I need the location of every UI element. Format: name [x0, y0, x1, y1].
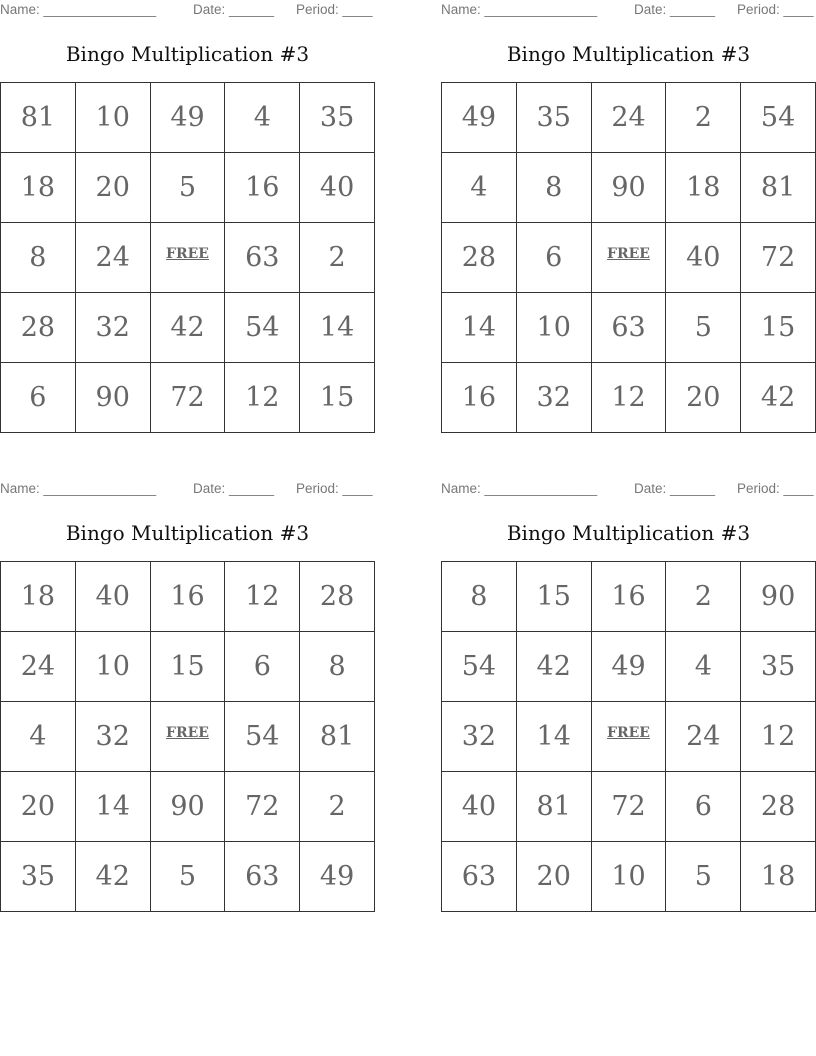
bingo-cell: 28	[300, 562, 375, 632]
bingo-cell: 14	[442, 293, 517, 363]
free-space: FREE	[592, 223, 667, 293]
free-space: FREE	[151, 702, 226, 772]
bingo-cell: 12	[741, 702, 816, 772]
bingo-cell: 20	[666, 363, 741, 433]
bingo-cell: 20	[76, 153, 151, 223]
bingo-cell: 72	[151, 363, 226, 433]
bingo-cell: 2	[666, 562, 741, 632]
bingo-cell: 90	[592, 153, 667, 223]
student-info-header	[441, 479, 816, 499]
bingo-cell: 15	[741, 293, 816, 363]
bingo-cell: 28	[741, 772, 816, 842]
bingo-cell: 12	[225, 363, 300, 433]
bingo-cell: 5	[151, 153, 226, 223]
bingo-cell: 6	[517, 223, 592, 293]
bingo-cell: 42	[517, 632, 592, 702]
card-title: Bingo Multiplication #3	[65, 521, 310, 545]
bingo-cell: 2	[300, 772, 375, 842]
bingo-cell: 40	[442, 772, 517, 842]
bingo-cell: 20	[517, 842, 592, 912]
bingo-cell: 15	[517, 562, 592, 632]
name-field: Name: _______________	[0, 481, 157, 496]
date-field: Date: ______	[193, 2, 275, 17]
bingo-cell: 72	[741, 223, 816, 293]
card-title: Bingo Multiplication #3	[65, 42, 310, 66]
bingo-cell: 49	[592, 632, 667, 702]
bingo-cell: 2	[300, 223, 375, 293]
bingo-cell: 18	[1, 153, 76, 223]
bingo-cell: 15	[300, 363, 375, 433]
bingo-cell: 20	[1, 772, 76, 842]
card-title: Bingo Multiplication #3	[506, 42, 751, 66]
bingo-cell: 8	[517, 153, 592, 223]
bingo-cell: 54	[225, 293, 300, 363]
bingo-cell: 90	[76, 363, 151, 433]
bingo-grid	[441, 82, 816, 433]
bingo-cell: 6	[1, 363, 76, 433]
bingo-cell: 5	[666, 293, 741, 363]
bingo-cell: 4	[442, 153, 517, 223]
bingo-cell: 32	[76, 702, 151, 772]
date-field: Date: ______	[193, 481, 275, 496]
period-field: Period: ____	[737, 481, 814, 496]
bingo-cell: 49	[151, 83, 226, 153]
bingo-cell: 18	[666, 153, 741, 223]
bingo-cell: 40	[76, 562, 151, 632]
bingo-cell: 6	[225, 632, 300, 702]
student-info-header	[441, 0, 816, 20]
bingo-cell: 10	[517, 293, 592, 363]
bingo-cell: 90	[741, 562, 816, 632]
date-field: Date: ______	[634, 481, 716, 496]
period-field: Period: ____	[737, 2, 814, 17]
bingo-cell: 4	[666, 632, 741, 702]
bingo-cell: 28	[1, 293, 76, 363]
bingo-cell: 40	[666, 223, 741, 293]
bingo-cell: 5	[666, 842, 741, 912]
bingo-cell: 49	[300, 842, 375, 912]
bingo-cell: 35	[741, 632, 816, 702]
bingo-cell: 15	[151, 632, 226, 702]
bingo-cell: 81	[741, 153, 816, 223]
bingo-cell: 16	[442, 363, 517, 433]
period-field: Period: ____	[296, 481, 373, 496]
bingo-cell: 18	[1, 562, 76, 632]
card-title: Bingo Multiplication #3	[506, 521, 751, 545]
name-field: Name: _______________	[0, 2, 157, 17]
bingo-cell: 12	[225, 562, 300, 632]
bingo-cell: 81	[517, 772, 592, 842]
bingo-cell: 10	[76, 83, 151, 153]
bingo-cell: 63	[592, 293, 667, 363]
bingo-cell: 63	[225, 223, 300, 293]
bingo-cell: 32	[442, 702, 517, 772]
bingo-cell: 81	[300, 702, 375, 772]
bingo-cell: 42	[741, 363, 816, 433]
bingo-cell: 35	[517, 83, 592, 153]
bingo-cell: 14	[517, 702, 592, 772]
bingo-cell: 8	[442, 562, 517, 632]
bingo-cell: 4	[225, 83, 300, 153]
student-info-header	[0, 479, 375, 499]
bingo-cell: 49	[442, 83, 517, 153]
bingo-cell: 72	[225, 772, 300, 842]
bingo-cell: 16	[592, 562, 667, 632]
bingo-cell: 81	[1, 83, 76, 153]
bingo-cell: 2	[666, 83, 741, 153]
bingo-cell: 42	[151, 293, 226, 363]
bingo-cell: 54	[442, 632, 517, 702]
bingo-cell: 40	[300, 153, 375, 223]
bingo-cell: 90	[151, 772, 226, 842]
bingo-cell: 12	[592, 363, 667, 433]
bingo-cell: 16	[225, 153, 300, 223]
bingo-cell: 32	[76, 293, 151, 363]
bingo-cell: 14	[76, 772, 151, 842]
name-field: Name: _______________	[441, 481, 598, 496]
bingo-cell: 10	[76, 632, 151, 702]
bingo-cell: 63	[225, 842, 300, 912]
bingo-cell: 24	[592, 83, 667, 153]
bingo-cell: 32	[517, 363, 592, 433]
bingo-cell: 28	[442, 223, 517, 293]
bingo-cell: 35	[1, 842, 76, 912]
student-info-header	[0, 0, 375, 20]
period-field: Period: ____	[296, 2, 373, 17]
bingo-grid	[0, 82, 375, 433]
bingo-cell: 24	[1, 632, 76, 702]
bingo-cell: 42	[76, 842, 151, 912]
bingo-cell: 54	[741, 83, 816, 153]
bingo-cell: 16	[151, 562, 226, 632]
bingo-cell: 54	[225, 702, 300, 772]
bingo-grid	[0, 561, 375, 912]
bingo-grid	[441, 561, 816, 912]
bingo-cell: 6	[666, 772, 741, 842]
free-space: FREE	[592, 702, 667, 772]
free-space: FREE	[151, 223, 226, 293]
bingo-cell: 24	[76, 223, 151, 293]
bingo-cell: 8	[1, 223, 76, 293]
bingo-cell: 4	[1, 702, 76, 772]
bingo-cell: 35	[300, 83, 375, 153]
bingo-cell: 72	[592, 772, 667, 842]
date-field: Date: ______	[634, 2, 716, 17]
bingo-cell: 18	[741, 842, 816, 912]
bingo-cell: 14	[300, 293, 375, 363]
bingo-cell: 8	[300, 632, 375, 702]
name-field: Name: _______________	[441, 2, 598, 17]
bingo-cell: 5	[151, 842, 226, 912]
bingo-cell: 63	[442, 842, 517, 912]
bingo-cell: 24	[666, 702, 741, 772]
bingo-cell: 10	[592, 842, 667, 912]
